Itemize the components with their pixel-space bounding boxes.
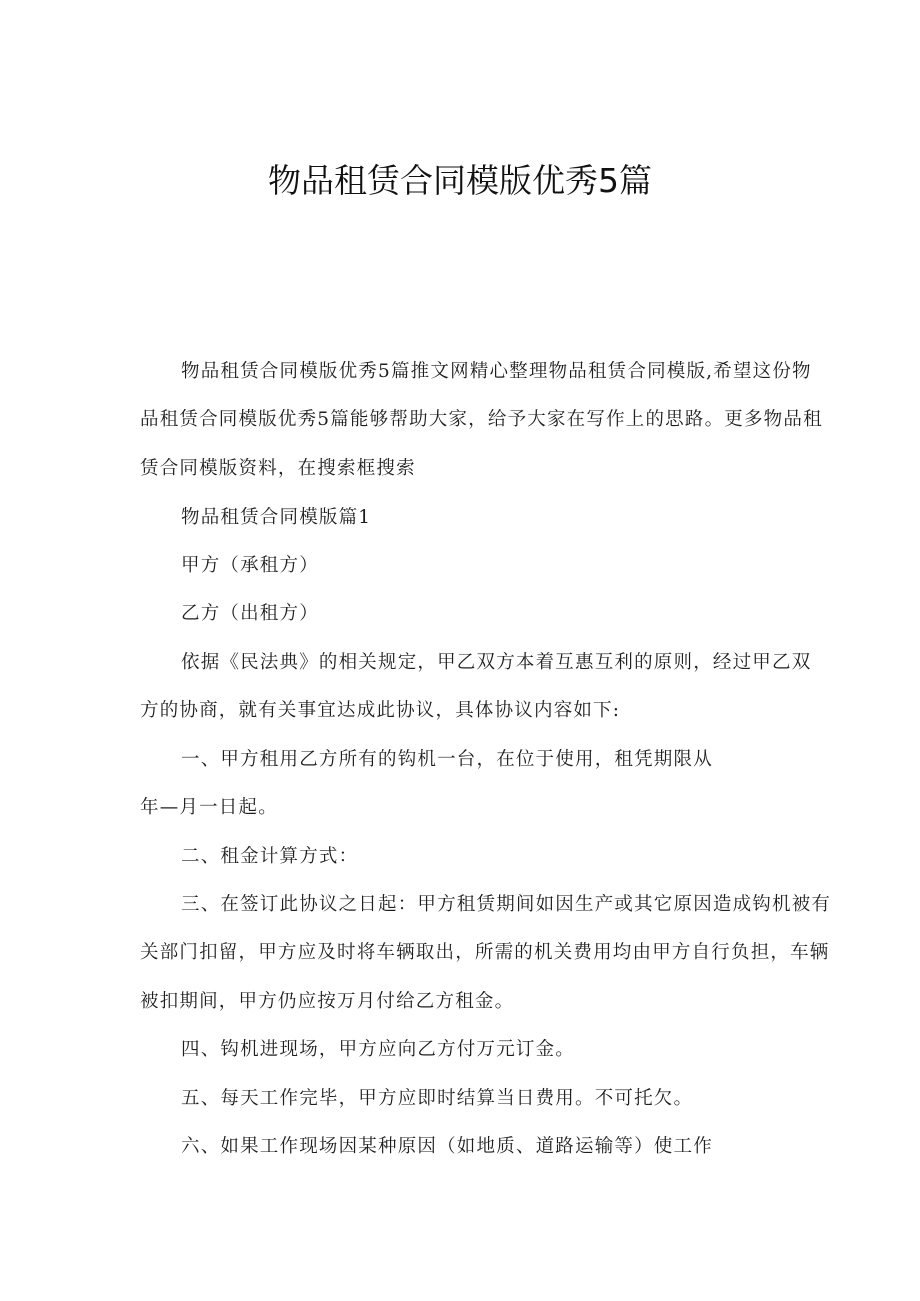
clause-line: 一、甲方租用乙方所有的钩机一台，在位于使用，租凭期限从 (181, 749, 713, 770)
section-heading: 物品租赁合同模版篇1 (181, 507, 372, 528)
clause-line: 被扣期间，甲方仍应按万月付给乙方租金。 (140, 991, 515, 1012)
clause-line: 二、租金计算方式： (181, 846, 359, 867)
clause-line: 六、如果工作现场因某种原因（如地质、道路运输等）使工作 (181, 1136, 713, 1157)
paragraph-line: 方的协商，就有关事宜达成此协议，具体协议内容如下: (140, 700, 621, 721)
clause-line: 五、每天工作完毕，甲方应即时结算当日费用。不可托欠。 (181, 1088, 694, 1109)
paragraph-line: 物品租赁合同模版优秀5篇推文网精心整理物品租赁合同模版,希望这份物 (181, 361, 812, 382)
clause-line: 三、在签订此协议之日起：甲方租赁期间如因生产或其它原因造成钩机被有 (181, 894, 832, 915)
document-title: 物品租赁合同模版优秀5篇 (268, 161, 652, 200)
clause-line: 年—月一日起。 (140, 797, 278, 818)
party-a-line: 甲方（承租方） (181, 555, 319, 576)
paragraph-line: 依据《民法典》的相关规定，甲乙双方本着互惠互利的原则，经过甲乙双 (181, 652, 812, 673)
party-b-line: 乙方（出租方） (181, 603, 319, 624)
clause-line: 四、钩机进现场，甲方应向乙方付万元订金。 (181, 1039, 576, 1060)
paragraph-line: 品租赁合同模版优秀5篇能够帮助大家，给予大家在写作上的思路。更多物品租 (140, 409, 823, 430)
paragraph-line: 赁合同模版资料，在搜索框搜索 (140, 458, 416, 479)
clause-line: 关部门扣留，甲方应及时将车辆取出，所需的机关费用均由甲方自行负担，车辆 (140, 942, 830, 963)
